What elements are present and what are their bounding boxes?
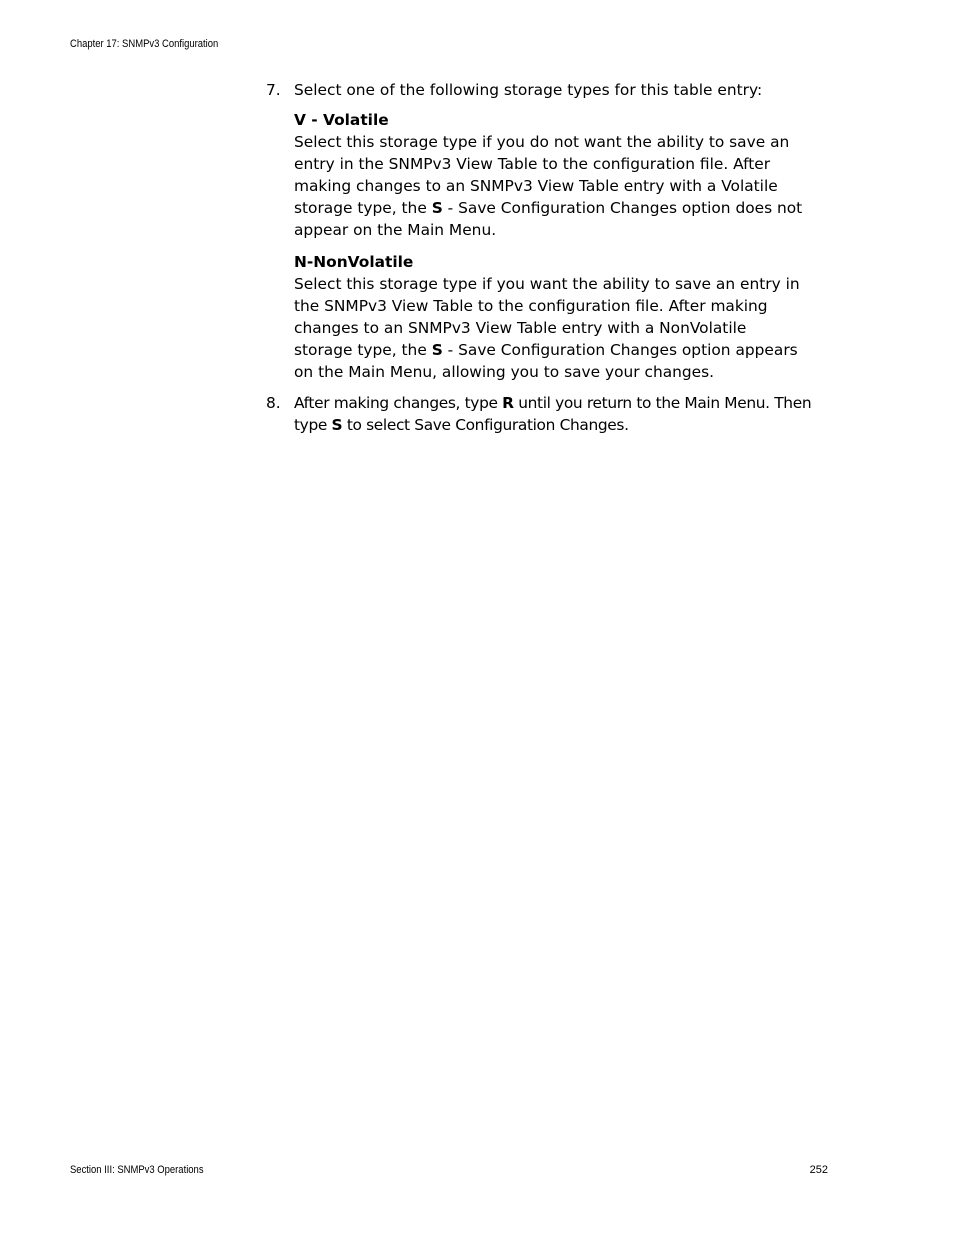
option-term-nonvolatile: N-NonVolatile <box>294 253 414 271</box>
option-term-volatile: V - Volatile <box>294 111 389 129</box>
step-7 <box>266 79 828 383</box>
document-body <box>266 79 828 436</box>
step-number: 7. <box>266 81 281 99</box>
page-number: 252 <box>809 1164 828 1176</box>
step-text: After making changes, type R until you return to the Main Menu. Then type S to select Save Configuration Changes. <box>294 394 812 434</box>
running-footer: Section III: SNMPv3 Operations <box>70 1164 204 1176</box>
step-8 <box>266 392 828 436</box>
running-header: Chapter 17: SNMPv3 Configuration <box>70 38 219 50</box>
step-intro: Select one of the following storage types for this table entry: <box>294 81 763 99</box>
option-desc-nonvolatile: Select this storage type if you want the ability to save an entry in the SNMPv3 View Table to the configuration file. After making changes to an SNMPv3 View Table entry with a NonVolatile storage type, the S - Save Configuration Changes option appears on the Main Menu, allowing you to save your changes. <box>294 275 800 381</box>
option-desc-volatile: Select this storage type if you do not want the ability to save an entry in the SNMPv3 View Table to the configuration file. After making changes to an SNMPv3 View Table entry with a Volatile storage type, the S - Save Configuration Changes option does not appear on the Main Menu. <box>294 133 803 239</box>
step-number: 8. <box>266 394 281 412</box>
